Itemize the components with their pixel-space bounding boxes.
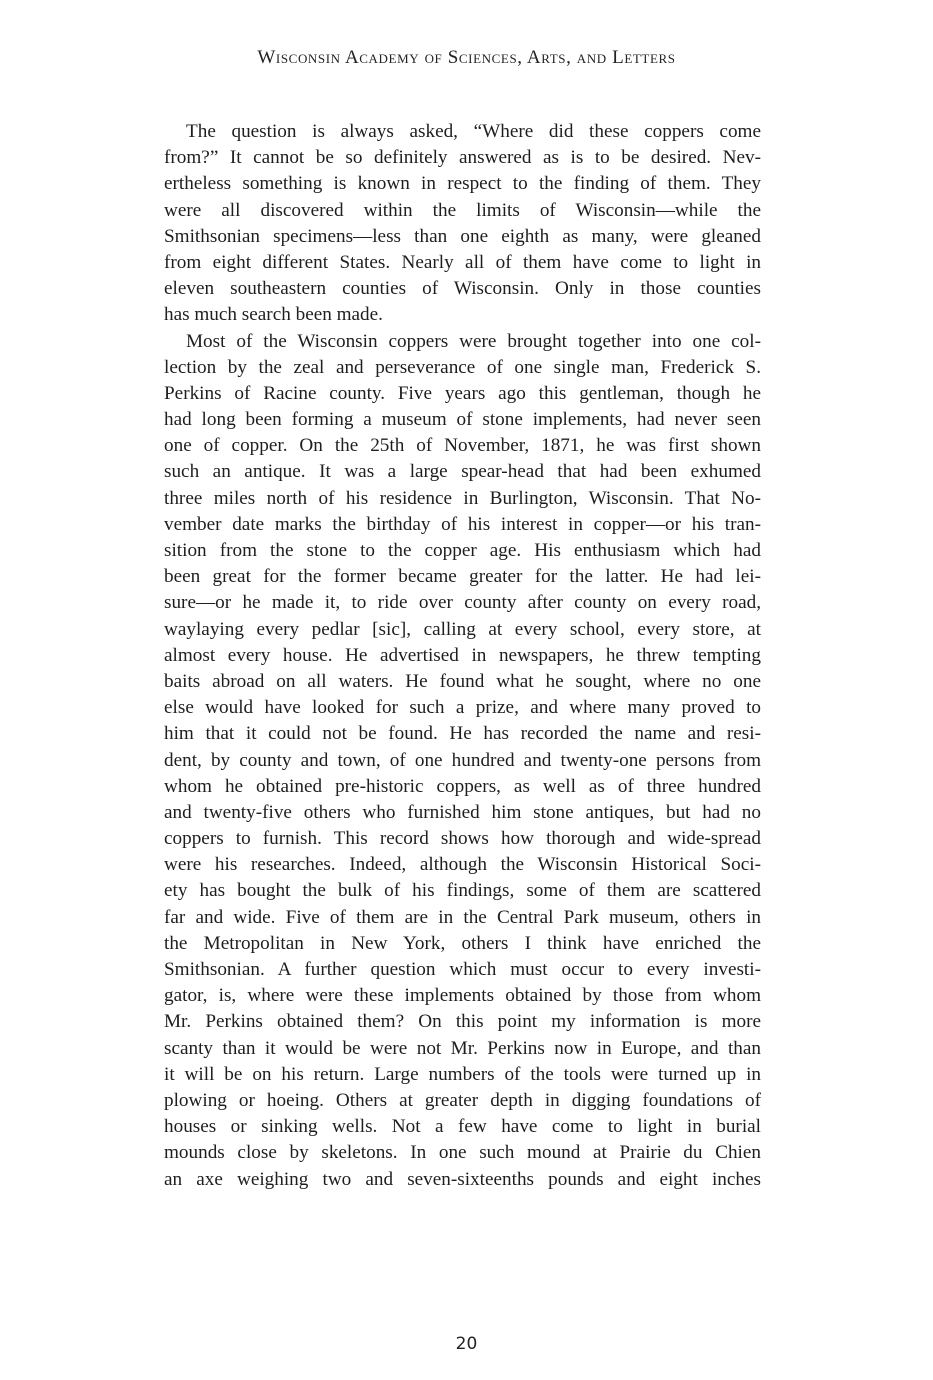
text-line: one of copper. On the 25th of November, 1871, he was first shown — [164, 435, 761, 457]
text-line: whom he obtained pre-historic coppers, as well as of three hundred — [164, 775, 761, 797]
text-line: three miles north of his residence in Burlington, Wisconsin. That No- — [164, 487, 761, 509]
text-line: mounds close by skeletons. In one such mound at Prairie du Chien — [164, 1142, 761, 1164]
text-line: him that it could not be found. He has recorded the name and resi- — [164, 723, 761, 745]
text-line: lection by the zeal and perseverance of one single man, Frederick S. — [164, 356, 761, 378]
text-line: were all discovered within the limits of Wisconsin—while the — [164, 199, 761, 221]
text-line: sure—or he made it, to ride over county after county on every road, — [164, 592, 761, 614]
text-line: and twenty-five others who furnished him stone antiques, but had no — [164, 801, 761, 823]
text-line: scanty than it would be were not Mr. Perkins now in Europe, and than — [164, 1037, 761, 1059]
text-line: baits abroad on all waters. He found what he sought, where no one — [164, 670, 761, 692]
page-number: 20 — [455, 1334, 478, 1354]
text-line: has much search been made. — [164, 304, 383, 326]
text-line: houses or sinking wells. Not a few have come to light in burial — [164, 1116, 761, 1138]
text-line: an axe weighing two and seven-sixteenths pounds and eight inches — [164, 1168, 761, 1190]
text-line: The question is always asked, “Where did these coppers come — [186, 121, 761, 142]
text-line: ety has bought the bulk of his findings, some of them are scattered — [164, 880, 761, 902]
text-line: else would have looked for such a prize, and where many proved to — [164, 697, 761, 719]
text-line: Perkins of Racine county. Five years ago this gentleman, though he — [164, 382, 761, 404]
text-line: gator, is, where were these implements obtained by those from whom — [164, 985, 761, 1007]
text-line: had long been forming a museum of stone implements, had never seen — [164, 409, 761, 431]
text-line: dent, by county and town, of one hundred and twenty-one persons from — [164, 749, 761, 771]
text-line: sition from the stone to the copper age. His enthusiasm which had — [164, 540, 761, 561]
text-line: Mr. Perkins obtained them? On this point my information is more — [164, 1011, 761, 1033]
text-line: eleven southeastern counties of Wisconsin. Only in those counties — [164, 278, 761, 300]
text-line: coppers to furnish. This record shows how thorough and wide-spread — [164, 828, 761, 850]
running-head: Wisconsin Academy of Sciences, Arts, and Letters — [257, 47, 676, 68]
text-line: vember date marks the birthday of his interest in copper—or his tran- — [164, 513, 761, 535]
text-line: Smithsonian specimens—less than one eighth as many, were gleaned — [164, 225, 761, 247]
text-line: ertheless something is known in respect to the finding of them. They — [164, 173, 761, 195]
text-line: such an antique. It was a large spear-head that had been exhumed — [164, 461, 761, 483]
text-line: Most of the Wisconsin coppers were brought together into one col- — [186, 330, 761, 352]
text-line: far and wide. Five of them are in the Central Park museum, others in — [164, 906, 761, 928]
text-line: the Metropolitan in New York, others I think have enriched the — [164, 932, 761, 954]
text-line: plowing or hoeing. Others at greater depth in digging foundations of — [164, 1089, 761, 1111]
text-line: from?” It cannot be so definitely answered as is to be desired. Nev- — [164, 147, 761, 169]
text-line: were his researches. Indeed, although the Wisconsin Historical Soci- — [164, 854, 761, 876]
text-line: from eight different States. Nearly all of them have come to light in — [164, 251, 761, 273]
text-line: Smithsonian. A further question which must occur to every investi- — [164, 959, 761, 980]
text-line: waylaying every pedlar [sic], calling at every school, every store, at — [164, 618, 761, 640]
text-line: it will be on his return. Large numbers of the tools were turned up in — [164, 1063, 761, 1085]
text-line: been great for the former became greater for the latter. He had lei- — [164, 566, 761, 588]
body-text — [164, 119, 761, 1193]
text-line: almost every house. He advertised in newspapers, he threw tempting — [164, 644, 761, 666]
